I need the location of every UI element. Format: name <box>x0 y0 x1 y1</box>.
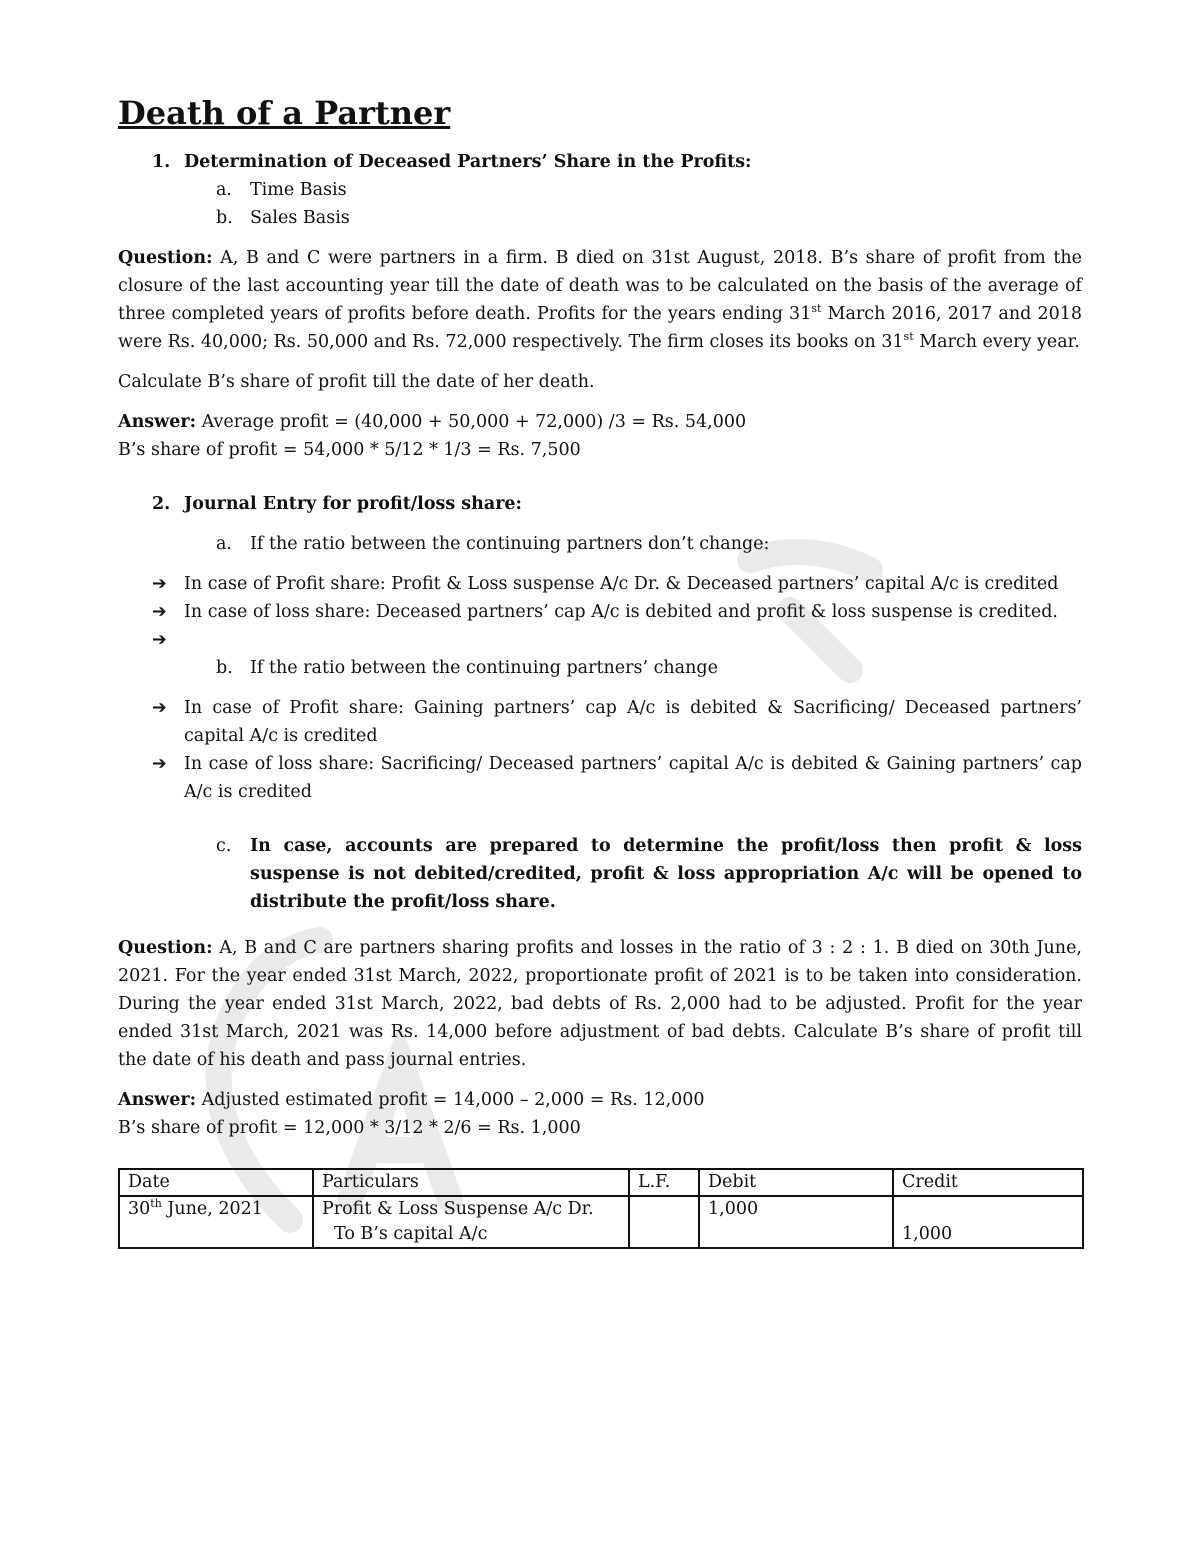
bullet-item <box>118 570 1082 598</box>
sub-item-letter: b. <box>216 658 233 678</box>
answer-1-line-2: B’s share of profit = 54,000 * 5/12 * 1/3 = Rs. 7,500 <box>118 440 581 460</box>
answer-1 <box>118 408 1082 436</box>
header-debit: Debit <box>699 1169 893 1196</box>
section-1-heading <box>118 148 1082 176</box>
header-lf: L.F. <box>629 1169 699 1196</box>
arrow-icon: ➔ <box>152 754 167 774</box>
date-day: 30 <box>128 1199 151 1219</box>
section-2-number: 2. <box>152 494 171 514</box>
document-page <box>118 92 1082 1249</box>
bullet-text: In case of loss share: Deceased partners’ cap A/c is debited and profit & loss suspense is credited. <box>184 602 1058 622</box>
question-1-text-b: March 2016, 2017 and 2018 were Rs. 40,000; Rs. 50,000 and Rs. 72,000 respectively. The firm closes its books on 31 <box>118 304 1082 352</box>
superscript: st <box>903 330 914 344</box>
superscript: st <box>811 302 822 316</box>
credit-amount: 1,000 <box>902 1224 953 1244</box>
debit-amount: 1,000 <box>708 1199 759 1219</box>
question-1-text-a: A, B and C were partners in a firm. B died on 31st August, 2018. B’s share of profit from the closure of the last accounting year till the date of death was to be calculated on the basis of the average of three completed years of profits before death. Profits for the years ending 31 <box>118 248 1082 324</box>
question-label: Question: <box>118 938 213 958</box>
arrow-icon: ➔ <box>152 574 167 594</box>
list-item-letter: a. <box>216 180 232 200</box>
answer-label: Answer: <box>118 1090 197 1110</box>
question-1-text-c: March every year. <box>913 332 1080 352</box>
question-2 <box>118 934 1082 1074</box>
cell-credit <box>893 1196 1083 1248</box>
page-title: Death of a Partner <box>118 94 451 132</box>
answer-1-line-1: Average profit = (40,000 + 50,000 + 72,000) /3 = Rs. 54,000 <box>196 412 747 432</box>
table-row <box>119 1196 1083 1248</box>
answer-2-line-1: Adjusted estimated profit = 14,000 – 2,000 = Rs. 12,000 <box>196 1090 705 1110</box>
cell-particulars <box>313 1196 629 1248</box>
header-credit: Credit <box>893 1169 1083 1196</box>
section-2-heading-text: Journal Entry for profit/loss share: <box>184 494 523 514</box>
section-2-heading <box>118 490 1082 518</box>
sub-item-a <box>118 530 1082 558</box>
arrow-icon: ➔ <box>152 698 167 718</box>
bullet-item <box>118 750 1082 806</box>
question-label: Question: <box>118 248 213 268</box>
header-particulars: Particulars <box>313 1169 629 1196</box>
sub-item-letter: c. <box>216 836 232 856</box>
bullet-text <box>184 630 190 650</box>
journal-entry-table <box>118 1168 1084 1249</box>
list-item-time-basis <box>118 176 1082 204</box>
arrow-icon: ➔ <box>152 602 167 622</box>
particulars-line-2: To B’s capital A/c <box>334 1224 488 1244</box>
header-date: Date <box>119 1169 313 1196</box>
arrow-icon: ➔ <box>152 630 167 650</box>
question-1 <box>118 244 1082 356</box>
sub-item-text: If the ratio between the continuing partners don’t change: <box>250 534 770 554</box>
sub-item-b <box>118 654 1082 682</box>
sub-item-text: If the ratio between the continuing partners’ change <box>250 658 718 678</box>
cell-date <box>119 1196 313 1248</box>
question-2-text: A, B and C are partners sharing profits and losses in the ratio of 3 : 2 : 1. B died on 30th June, 2021. For the year ended 31st March, 2022, proportionate profit of 2021 is to be taken into consideration. During the year ended 31st March, 2022, bad debts of Rs. 2,000 had to be adjusted. Profit for the year ended 31st March, 2021 was Rs. 14,000 before adjustment of bad debts. Calculate B’s share of profit till the date of his death and pass journal entries. <box>118 938 1082 1070</box>
bullet-item <box>118 626 1082 654</box>
answer-label: Answer: <box>118 412 197 432</box>
section-1-heading-text: Determination of Deceased Partners’ Share in the Profits: <box>184 152 752 172</box>
bullet-text: In case of Profit share: Profit & Loss suspense A/c Dr. & Deceased partners’ capital A/c is credited <box>184 574 1059 594</box>
list-item-sales-basis <box>118 204 1082 232</box>
list-item-text: Sales Basis <box>250 208 350 228</box>
list-item-letter: b. <box>216 208 233 228</box>
sub-item-text: In case, accounts are prepared to determine the profit/loss then profit & loss suspense is not debited/credited, profit & loss appropriation A/c will be opened to distribute the profit/loss share. <box>250 836 1082 912</box>
bullet-text: In case of Profit share: Gaining partners’ cap A/c is debited & Sacrificing/ Deceased partners’ capital A/c is credited <box>184 698 1082 746</box>
table-header-row <box>119 1169 1083 1196</box>
section-1 <box>118 148 1082 232</box>
superscript: th <box>150 1197 162 1211</box>
answer-2-line-2: B’s share of profit = 12,000 * 3/12 * 2/6 = Rs. 1,000 <box>118 1118 581 1138</box>
particulars-line-1: Profit & Loss Suspense A/c Dr. <box>322 1199 594 1219</box>
bullet-item <box>118 694 1082 750</box>
sub-item-c <box>118 832 1082 916</box>
bullet-text: In case of loss share: Sacrificing/ Deceased partners’ capital A/c is debited & Gaining partners’ cap A/c is credited <box>184 754 1082 802</box>
question-1-task: Calculate B’s share of profit till the date of her death. <box>118 372 595 392</box>
list-item-text: Time Basis <box>250 180 347 200</box>
sub-item-letter: a. <box>216 534 232 554</box>
answer-2 <box>118 1086 1082 1114</box>
cell-lf <box>629 1196 699 1248</box>
section-1-number: 1. <box>152 152 171 172</box>
date-rest: June, 2021 <box>161 1199 263 1219</box>
bullet-item <box>118 598 1082 626</box>
cell-debit <box>699 1196 893 1248</box>
